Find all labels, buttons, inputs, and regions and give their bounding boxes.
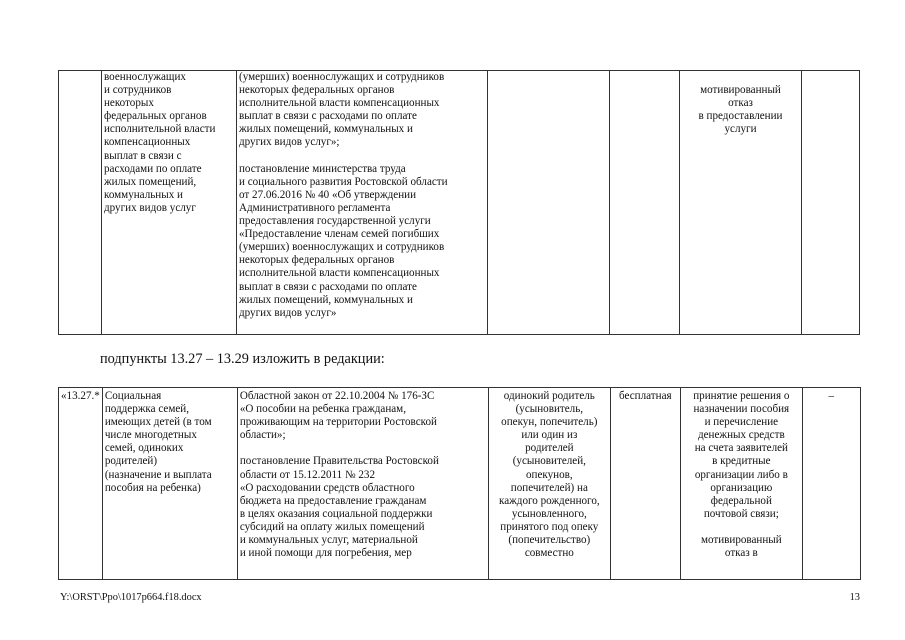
cell-legal-basis: Областной закон от 22.10.2004 № 176-ЗС «О пособии на ребенка гражданам, проживающим на территории Ростовской области»; постановление Правительства Ростовской области от 15.12.2011 № 232 «О расходовании средств областного бюджета на предоставление гражданам в целях оказания социальной поддержки субсидий на оплату жилых помещений и коммунальных услуг, материальной и иной помощи для погребения, мер xyxy=(237,388,488,580)
table-bottom-fragment xyxy=(58,387,861,580)
intro-paragraph: подпункты 13.27 – 13.29 изложить в редакции: xyxy=(100,351,385,367)
table-row xyxy=(59,71,860,335)
cell-legal-basis: (умерших) военнослужащих и сотрудников некоторых федеральных органов исполнительной власти компенсационных выплат в связи с расходами по оплате жилых помещений, коммунальных и других видов услуг»; постановление министерства труда и социального развития Ростовской области от 27.06.2016 № 40 «Об утверждении Административного регламента предоставления государственной услуги «Предоставление членам семей погибших (умерших) военнослужащих и сотрудников некоторых федеральных органов исполнительной власти компенсационных выплат в связи с расходами по оплате жилых помещений, коммунальных и других видов услуг» xyxy=(237,71,488,335)
table-top-fragment xyxy=(58,70,860,335)
footer-file-path: Y:\ORST\Ppo\1017p664.f18.docx xyxy=(60,592,202,603)
cell-service-name: военнослужащих и сотрудников некоторых федеральных органов исполнительной власти компенсационных выплат в связи с расходами по оплате жилых помещений, коммунальных и других видов услуг xyxy=(102,71,237,335)
cell-payment-terms: бесплатная xyxy=(610,388,680,580)
cell-result: принятие решения о назначении пособия и перечисление денежных средств на счета заявителей в кредитные организации либо в организацию федеральной почтовой связи; мотивированный отказ в xyxy=(680,388,802,580)
cell-number xyxy=(59,71,102,335)
cell-extra: – xyxy=(802,388,860,580)
footer-page-number: 13 xyxy=(849,592,860,603)
cell-payment-terms xyxy=(610,71,680,335)
cell-extra xyxy=(802,71,860,335)
cell-service-name: Социальная поддержка семей, имеющих детей (в том числе многодетных семей, одиноких родителей) (назначение и выплата пособия на ребенка) xyxy=(102,388,237,580)
cell-recipients: одинокий родитель (усыновитель, опекун, попечитель) или один из родителей (усыновителей, опекунов, попечителей) на каждого рожденного, усыновленного, принятого под опеку (попечительство) совместно xyxy=(488,388,610,580)
cell-result: мотивированный отказ в предоставлении услуги xyxy=(680,71,802,335)
table-row xyxy=(59,388,861,580)
cell-recipients xyxy=(488,71,610,335)
cell-number: «13.27.* xyxy=(59,388,103,580)
